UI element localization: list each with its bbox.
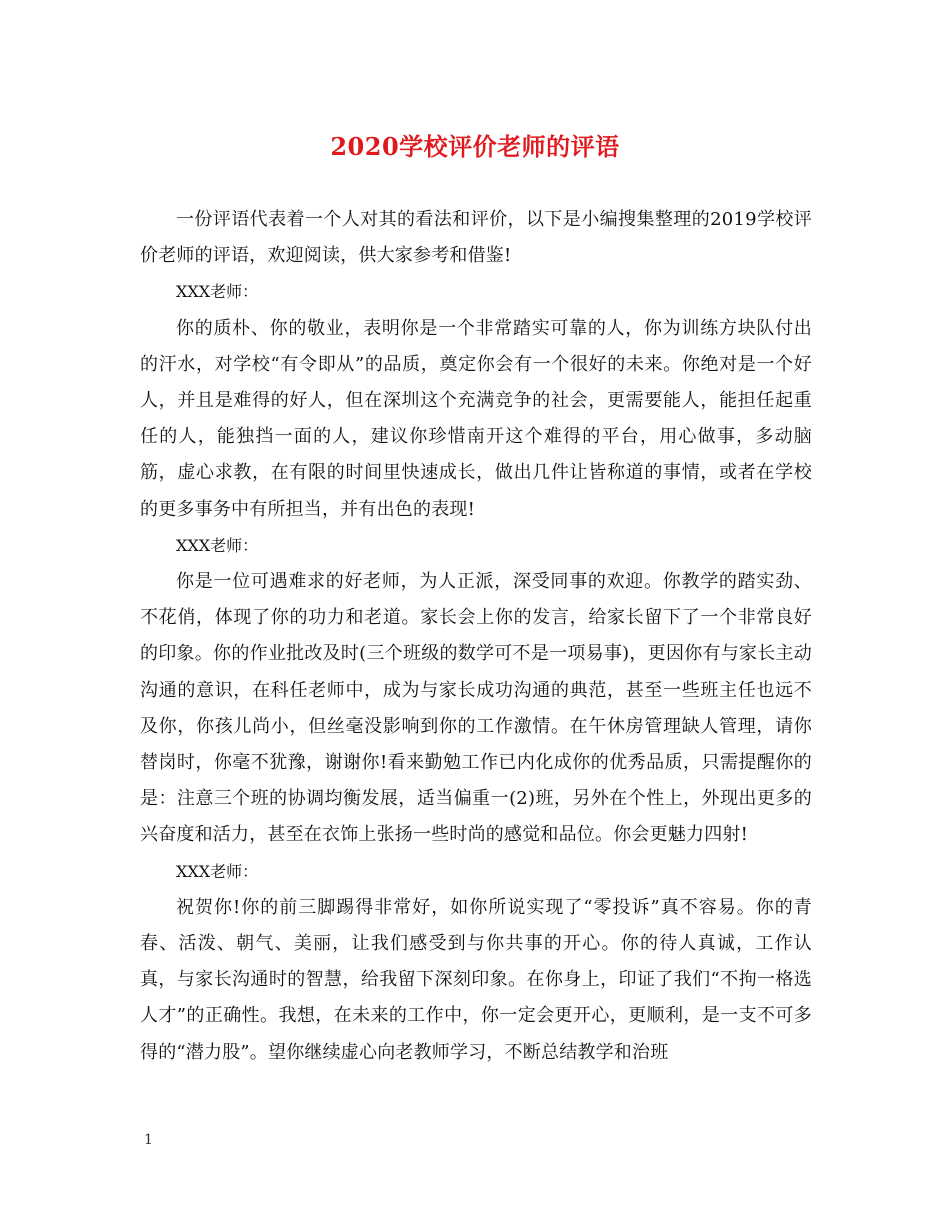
salutation-3: XXX老师：	[176, 861, 259, 881]
comment-paragraph-1: 你的质朴、你的敬业，表明你是一个非常踏实可靠的人，你为训练方块队付出的汗水，对学校“有令即从”的品质，奠定你会有一个很好的未来。你绝对是一个好人，并且是难得的好人，但在深圳这个充满竞争的社会，更需要能人，能担任起重任的人，能独挡一面的人，建议你珍惜南开这个难得的平台，用心做事，多动脑筋，虚心求教，在有限的时间里快速成长，做出几件让皆称道的事情，或者在学校的更多事务中有所担当，并有出色的表现!	[140, 317, 812, 520]
comment-paragraph-3: 祝贺你!你的前三脚踢得非常好，如你所说实现了“零投诉”真不容易。你的青春、活泼、朝气、美丽，让我们感受到与你共事的开心。你的待人真诚，工作认真，与家长沟通时的智慧，给我留下深刻印象。在你身上，印证了我们“不拘一格选人才”的正确性。我想，在未来的工作中，你一定会更开心，更顺利，是一支不可多得的“潜力股”。望你继续虚心向老教师学习，不断总结教学和治班	[140, 896, 812, 1063]
page-number: 1	[144, 1132, 153, 1148]
document-content	[140, 202, 812, 1071]
salutation-1: XXX老师：	[176, 282, 259, 302]
salutation-2: XXX老师：	[176, 535, 259, 555]
document-title: 2020学校评价老师的评语	[330, 132, 620, 161]
comment-paragraph-2: 你是一位可遇难求的好老师，为人正派，深受同事的欢迎。你教学的踏实劲、不花俏，体现了你的功力和老道。家长会上你的发言，给家长留下了一个非常良好的印象。你的作业批改及时(三个班级的数学可不是一项易事)，更因你有与家长主动沟通的意识，在科任老师中，成为与家长成功沟通的典范，甚至一些班主任也远不及你，你孩儿尚小，但丝毫没影响到你的工作激情。在午休房管理缺人管理，请你替岗时，你毫不犹豫，谢谢你!看来勤勉工作已内化成你的优秀品质，只需提醒你的是：注意三个班的协调均衡发展，适当偏重一(2)班，另外在个性上，外现出更多的兴奋度和活力，甚至在衣饰上张扬一些时尚的感觉和品位。你会更魅力四射!	[140, 571, 812, 846]
intro-paragraph: 一份评语代表着一个人对其的看法和评价，以下是小编搜集整理的2019学校评价老师的评语，欢迎阅读，供大家参考和借鉴!	[140, 209, 812, 267]
